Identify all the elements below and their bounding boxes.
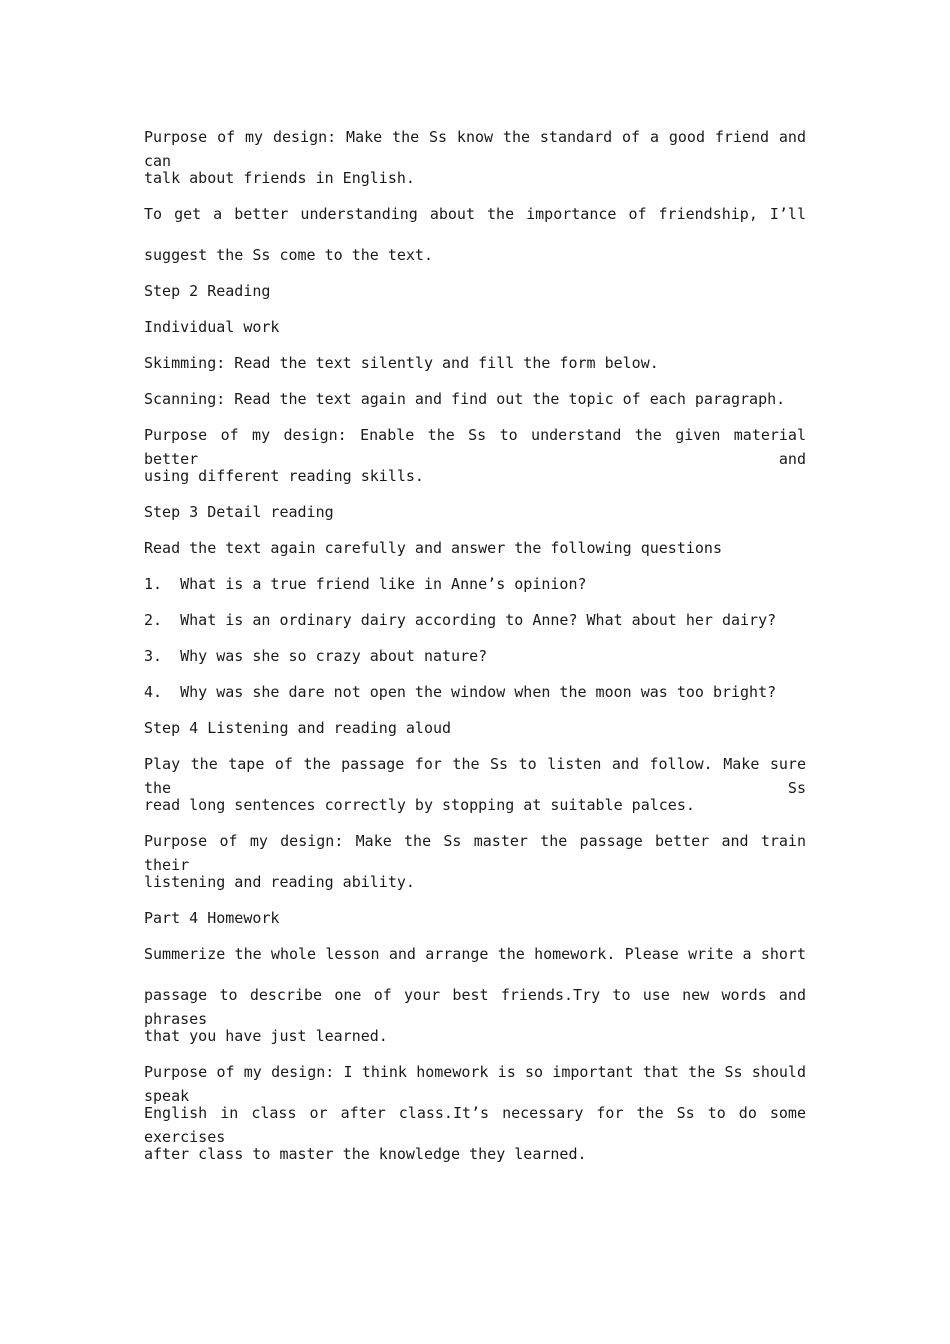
text-line: Play the tape of the passage for the Ss to listen and follow. Make sure the Ss — [144, 755, 806, 797]
text-line: talk about friends in English. — [144, 169, 415, 187]
text-line: after class to master the knowledge they learned. — [144, 1145, 587, 1163]
text-line: Purpose of my design: Enable the Ss to understand the given material better and — [144, 426, 806, 468]
step-heading: Step 4 Listening and reading aloud — [144, 719, 452, 737]
text-line: Purpose of my design: Make the Ss know the standard of a good friend and can — [144, 128, 806, 170]
text-line: listening and reading ability. — [144, 873, 415, 891]
text-line: Purpose of my design: Make the Ss master the passage better and train their — [144, 832, 806, 874]
text-line: Skimming: Read the text silently and fill the form below. — [144, 354, 659, 372]
text-line: that you have just learned. — [144, 1027, 388, 1045]
question-item: 3. Why was she so crazy about nature? — [144, 647, 488, 665]
part-heading: Part 4 Homework — [144, 909, 280, 927]
text-line: using different reading skills. — [144, 467, 424, 485]
text-line: Summerize the whole lesson and arrange the homework. Please write a short — [144, 945, 806, 963]
text-line: Scanning: Read the text again and find out the topic of each paragraph. — [144, 390, 786, 408]
step-heading: Step 2 Reading — [144, 282, 271, 300]
text-line: Individual work — [144, 318, 280, 336]
text-line: passage to describe one of your best friends.Try to use new words and phrases — [144, 986, 806, 1028]
question-item: 1. What is a true friend like in Anne’s opinion? — [144, 575, 587, 593]
text-line: Read the text again carefully and answer the following questions — [144, 539, 722, 557]
question-item: 4. Why was she dare not open the window when the moon was too bright? — [144, 683, 777, 701]
text-line: Purpose of my design: I think homework is so important that the Ss should speak — [144, 1063, 806, 1105]
question-item: 2. What is an ordinary dairy according to Anne? What about her dairy? — [144, 611, 777, 629]
document-body — [144, 125, 806, 1166]
step-heading: Step 3 Detail reading — [144, 503, 334, 521]
text-line: read long sentences correctly by stopping at suitable palces. — [144, 796, 695, 814]
text-line: English in class or after class.It’s necessary for the Ss to do some exercises — [144, 1104, 806, 1146]
text-line: suggest the Ss come to the text. — [144, 246, 433, 264]
text-line: To get a better understanding about the importance of friendship, I’ll — [144, 205, 806, 223]
